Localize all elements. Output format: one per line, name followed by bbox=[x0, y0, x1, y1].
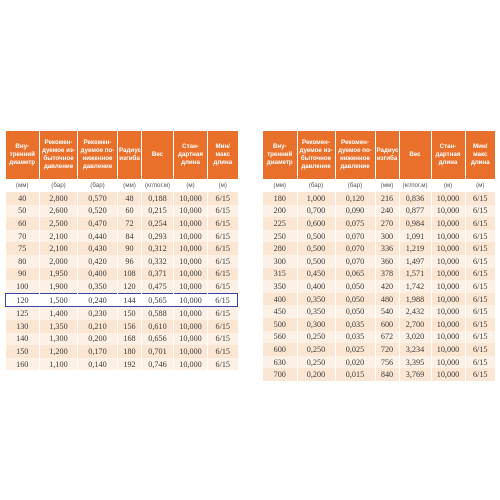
table-row bbox=[263, 305, 495, 318]
cell-min-max-length: 6/15 bbox=[208, 217, 238, 230]
cell-underpressure: 0,440 bbox=[78, 230, 118, 243]
cell-underpressure: 0,090 bbox=[335, 205, 375, 218]
cell-underpressure: 0,240 bbox=[78, 293, 118, 307]
table-row bbox=[263, 356, 495, 369]
table-row bbox=[6, 242, 238, 255]
unit-label: (м) bbox=[465, 179, 495, 192]
column-header-overpressure: Рекомен- дуемое из- быточное давление bbox=[40, 131, 78, 179]
cell-weight: 0,984 bbox=[399, 217, 431, 230]
unit-label: (мм) bbox=[263, 179, 297, 192]
cell-standard-length: 10,000 bbox=[431, 205, 465, 218]
cell-min-max-length: 6/15 bbox=[208, 242, 238, 255]
cell-standard-length: 10,000 bbox=[174, 242, 208, 255]
table-row bbox=[263, 255, 495, 268]
cell-underpressure: 0,015 bbox=[335, 368, 375, 381]
cell-bend-radius: 360 bbox=[375, 255, 399, 268]
cell-overpressure: 0,350 bbox=[297, 305, 335, 318]
cell-weight: 0,293 bbox=[142, 230, 174, 243]
cell-bend-radius: 168 bbox=[118, 333, 142, 346]
cell-min-max-length: 6/15 bbox=[465, 318, 495, 331]
cell-bend-radius: 90 bbox=[118, 242, 142, 255]
cell-bend-radius: 60 bbox=[118, 205, 142, 218]
table-row bbox=[6, 268, 238, 281]
column-header-standard-length: Стан- дартная длина bbox=[174, 131, 208, 179]
cell-standard-length: 10,000 bbox=[174, 268, 208, 281]
cell-inner-diameter: 350 bbox=[263, 280, 297, 293]
cell-inner-diameter: 80 bbox=[6, 255, 40, 268]
cell-min-max-length: 6/15 bbox=[208, 280, 238, 293]
cell-bend-radius: 72 bbox=[118, 217, 142, 230]
table-row bbox=[263, 217, 495, 230]
cell-min-max-length: 6/15 bbox=[465, 230, 495, 243]
cell-bend-radius: 672 bbox=[375, 331, 399, 344]
cell-standard-length: 10,000 bbox=[174, 205, 208, 218]
cell-weight: 1,091 bbox=[399, 230, 431, 243]
cell-overpressure: 0,350 bbox=[297, 293, 335, 306]
cell-standard-length: 10,000 bbox=[174, 345, 208, 358]
cell-min-max-length: 6/15 bbox=[208, 268, 238, 281]
cell-underpressure: 0,120 bbox=[335, 192, 375, 205]
unit-label: (кг/пог.м) bbox=[142, 179, 174, 192]
cell-inner-diameter: 90 bbox=[6, 268, 40, 281]
units-row bbox=[263, 179, 495, 192]
cell-inner-diameter: 300 bbox=[263, 255, 297, 268]
cell-standard-length: 10,000 bbox=[431, 305, 465, 318]
unit-label: (м) bbox=[208, 179, 238, 192]
cell-overpressure: 1,100 bbox=[40, 358, 78, 371]
table-row bbox=[263, 293, 495, 306]
cell-weight: 2,700 bbox=[399, 318, 431, 331]
column-header-overpressure: Рекомен- дуемое из- быточное давление bbox=[297, 131, 335, 179]
cell-inner-diameter: 500 bbox=[263, 318, 297, 331]
cell-underpressure: 0,170 bbox=[78, 345, 118, 358]
cell-standard-length: 10,000 bbox=[431, 280, 465, 293]
table-row bbox=[263, 318, 495, 331]
cell-weight: 0,701 bbox=[142, 345, 174, 358]
units-row bbox=[6, 179, 238, 192]
table-row bbox=[6, 192, 238, 205]
cell-overpressure: 0,500 bbox=[297, 230, 335, 243]
cell-weight: 2,432 bbox=[399, 305, 431, 318]
cell-weight: 0,877 bbox=[399, 205, 431, 218]
cell-bend-radius: 600 bbox=[375, 318, 399, 331]
cell-overpressure: 0,300 bbox=[297, 318, 335, 331]
table-row bbox=[263, 242, 495, 255]
cell-underpressure: 0,520 bbox=[78, 205, 118, 218]
cell-bend-radius: 300 bbox=[375, 230, 399, 243]
cell-overpressure: 1,900 bbox=[40, 280, 78, 293]
cell-bend-radius: 48 bbox=[118, 192, 142, 205]
cell-min-max-length: 6/15 bbox=[465, 356, 495, 369]
cell-overpressure: 0,500 bbox=[297, 242, 335, 255]
cell-underpressure: 0,570 bbox=[78, 192, 118, 205]
cell-inner-diameter: 75 bbox=[6, 242, 40, 255]
cell-inner-diameter: 400 bbox=[263, 293, 297, 306]
cell-underpressure: 0,035 bbox=[335, 318, 375, 331]
cell-inner-diameter: 225 bbox=[263, 217, 297, 230]
column-header-standard-length: Стан- дартная длина bbox=[431, 131, 465, 179]
table-row bbox=[263, 205, 495, 218]
cell-standard-length: 10,000 bbox=[431, 230, 465, 243]
cell-inner-diameter: 630 bbox=[263, 356, 297, 369]
cell-bend-radius: 180 bbox=[118, 345, 142, 358]
cell-overpressure: 0,700 bbox=[297, 205, 335, 218]
cell-min-max-length: 6/15 bbox=[208, 230, 238, 243]
cell-bend-radius: 840 bbox=[375, 368, 399, 381]
cell-min-max-length: 6/15 bbox=[208, 205, 238, 218]
cell-weight: 3,769 bbox=[399, 368, 431, 381]
table-row bbox=[263, 331, 495, 344]
cell-weight: 0,836 bbox=[399, 192, 431, 205]
cell-weight: 0,610 bbox=[142, 320, 174, 333]
cell-underpressure: 0,065 bbox=[335, 268, 375, 281]
cell-overpressure: 0,500 bbox=[297, 255, 335, 268]
cell-min-max-length: 6/15 bbox=[465, 192, 495, 205]
cell-inner-diameter: 70 bbox=[6, 230, 40, 243]
unit-label: (бар) bbox=[40, 179, 78, 192]
cell-overpressure: 1,500 bbox=[40, 293, 78, 307]
column-header-min-max-length: Мин/ макс длина bbox=[208, 131, 238, 179]
cell-min-max-length: 6/15 bbox=[465, 242, 495, 255]
cell-standard-length: 10,000 bbox=[431, 192, 465, 205]
table-row bbox=[6, 230, 238, 243]
cell-underpressure: 0,070 bbox=[335, 255, 375, 268]
cell-overpressure: 2,600 bbox=[40, 205, 78, 218]
column-header-inner-diameter: Вну- тренний диаметр bbox=[263, 131, 297, 179]
cell-min-max-length: 6/15 bbox=[208, 333, 238, 346]
cell-weight: 0,215 bbox=[142, 205, 174, 218]
column-header-inner-diameter: Вну- тренний диаметр bbox=[6, 131, 40, 179]
cell-standard-length: 10,000 bbox=[174, 255, 208, 268]
cell-overpressure: 2,800 bbox=[40, 192, 78, 205]
unit-label: (мм) bbox=[118, 179, 142, 192]
cell-weight: 1,497 bbox=[399, 255, 431, 268]
header-row bbox=[6, 131, 238, 179]
table-row bbox=[263, 192, 495, 205]
cell-inner-diameter: 315 bbox=[263, 268, 297, 281]
cell-bend-radius: 756 bbox=[375, 356, 399, 369]
cell-bend-radius: 270 bbox=[375, 217, 399, 230]
column-header-min-max-length: Мин/ макс длина bbox=[465, 131, 495, 179]
cell-weight: 3,395 bbox=[399, 356, 431, 369]
cell-weight: 1,219 bbox=[399, 242, 431, 255]
cell-bend-radius: 480 bbox=[375, 293, 399, 306]
cell-min-max-length: 6/15 bbox=[465, 368, 495, 381]
cell-bend-radius: 216 bbox=[375, 192, 399, 205]
cell-underpressure: 0,470 bbox=[78, 217, 118, 230]
cell-bend-radius: 150 bbox=[118, 307, 142, 320]
cell-underpressure: 0,035 bbox=[335, 331, 375, 344]
cell-inner-diameter: 120 bbox=[6, 293, 40, 307]
table-row bbox=[6, 307, 238, 320]
cell-overpressure: 0,450 bbox=[297, 268, 335, 281]
hose-spec-table-right bbox=[263, 131, 495, 381]
cell-min-max-length: 6/15 bbox=[465, 268, 495, 281]
cell-overpressure: 1,300 bbox=[40, 333, 78, 346]
cell-standard-length: 10,000 bbox=[174, 217, 208, 230]
table-row bbox=[263, 368, 495, 381]
cell-overpressure: 0,600 bbox=[297, 217, 335, 230]
cell-inner-diameter: 150 bbox=[6, 345, 40, 358]
table-row bbox=[6, 320, 238, 333]
cell-inner-diameter: 600 bbox=[263, 343, 297, 356]
cell-inner-diameter: 250 bbox=[263, 230, 297, 243]
cell-standard-length: 10,000 bbox=[431, 293, 465, 306]
cell-standard-length: 10,000 bbox=[431, 255, 465, 268]
unit-label: (бар) bbox=[335, 179, 375, 192]
column-header-bend-radius: Радиус изгиба bbox=[375, 131, 399, 179]
unit-label: (мм) bbox=[375, 179, 399, 192]
column-header-underpressure: Рекомен- дуемое по- ниженное давление bbox=[78, 131, 118, 179]
cell-bend-radius: 420 bbox=[375, 280, 399, 293]
cell-min-max-length: 6/15 bbox=[208, 255, 238, 268]
cell-weight: 3,234 bbox=[399, 343, 431, 356]
cell-underpressure: 0,025 bbox=[335, 343, 375, 356]
table-row bbox=[263, 230, 495, 243]
cell-underpressure: 0,050 bbox=[335, 293, 375, 306]
cell-overpressure: 0,250 bbox=[297, 331, 335, 344]
cell-min-max-length: 6/15 bbox=[465, 280, 495, 293]
cell-weight: 3,020 bbox=[399, 331, 431, 344]
cell-inner-diameter: 160 bbox=[6, 358, 40, 371]
cell-overpressure: 1,200 bbox=[40, 345, 78, 358]
cell-weight: 1,988 bbox=[399, 293, 431, 306]
cell-inner-diameter: 200 bbox=[263, 205, 297, 218]
cell-standard-length: 10,000 bbox=[174, 192, 208, 205]
cell-overpressure: 0,400 bbox=[297, 280, 335, 293]
cell-overpressure: 2,500 bbox=[40, 217, 78, 230]
table-row bbox=[6, 217, 238, 230]
cell-overpressure: 2,100 bbox=[40, 230, 78, 243]
table-row-highlighted bbox=[6, 293, 238, 307]
cell-overpressure: 2,000 bbox=[40, 255, 78, 268]
cell-overpressure: 0,200 bbox=[297, 368, 335, 381]
table-row bbox=[6, 358, 238, 371]
cell-weight: 0,188 bbox=[142, 192, 174, 205]
cell-standard-length: 10,000 bbox=[431, 318, 465, 331]
cell-weight: 1,742 bbox=[399, 280, 431, 293]
header-row bbox=[263, 131, 495, 179]
cell-standard-length: 10,000 bbox=[431, 343, 465, 356]
table-row bbox=[6, 345, 238, 358]
cell-overpressure: 0,250 bbox=[297, 356, 335, 369]
cell-min-max-length: 6/15 bbox=[465, 293, 495, 306]
cell-weight: 0,312 bbox=[142, 242, 174, 255]
cell-underpressure: 0,070 bbox=[335, 230, 375, 243]
cell-underpressure: 0,230 bbox=[78, 307, 118, 320]
column-header-weight: Вес bbox=[399, 131, 431, 179]
cell-min-max-length: 6/15 bbox=[465, 305, 495, 318]
cell-standard-length: 10,000 bbox=[174, 307, 208, 320]
table-row bbox=[6, 333, 238, 346]
cell-min-max-length: 6/15 bbox=[208, 307, 238, 320]
cell-underpressure: 0,350 bbox=[78, 280, 118, 293]
cell-inner-diameter: 280 bbox=[263, 242, 297, 255]
cell-weight: 0,254 bbox=[142, 217, 174, 230]
hose-spec-table-left bbox=[5, 131, 238, 370]
cell-min-max-length: 6/15 bbox=[465, 343, 495, 356]
cell-standard-length: 10,000 bbox=[431, 217, 465, 230]
cell-standard-length: 10,000 bbox=[174, 320, 208, 333]
cell-underpressure: 0,430 bbox=[78, 242, 118, 255]
column-header-bend-radius: Радиус изгиба bbox=[118, 131, 142, 179]
cell-underpressure: 0,075 bbox=[335, 217, 375, 230]
cell-weight: 0,565 bbox=[142, 293, 174, 307]
cell-underpressure: 0,200 bbox=[78, 333, 118, 346]
cell-bend-radius: 378 bbox=[375, 268, 399, 281]
cell-min-max-length: 6/15 bbox=[208, 293, 238, 307]
cell-standard-length: 10,000 bbox=[174, 293, 208, 307]
table-row bbox=[6, 255, 238, 268]
cell-inner-diameter: 450 bbox=[263, 305, 297, 318]
cell-min-max-length: 6/15 bbox=[465, 205, 495, 218]
cell-inner-diameter: 125 bbox=[6, 307, 40, 320]
table-row bbox=[6, 280, 238, 293]
cell-standard-length: 10,000 bbox=[174, 230, 208, 243]
cell-standard-length: 10,000 bbox=[431, 368, 465, 381]
cell-bend-radius: 108 bbox=[118, 268, 142, 281]
cell-min-max-length: 6/15 bbox=[208, 345, 238, 358]
cell-min-max-length: 6/15 bbox=[465, 255, 495, 268]
cell-overpressure: 1,400 bbox=[40, 307, 78, 320]
cell-bend-radius: 240 bbox=[375, 205, 399, 218]
cell-inner-diameter: 60 bbox=[6, 217, 40, 230]
cell-standard-length: 10,000 bbox=[431, 356, 465, 369]
cell-overpressure: 0,250 bbox=[297, 343, 335, 356]
unit-label: (бар) bbox=[297, 179, 335, 192]
cell-bend-radius: 144 bbox=[118, 293, 142, 307]
cell-bend-radius: 192 bbox=[118, 358, 142, 371]
cell-bend-radius: 96 bbox=[118, 255, 142, 268]
cell-standard-length: 10,000 bbox=[174, 333, 208, 346]
cell-weight: 0,371 bbox=[142, 268, 174, 281]
cell-standard-length: 10,000 bbox=[431, 242, 465, 255]
cell-min-max-length: 6/15 bbox=[465, 217, 495, 230]
cell-inner-diameter: 130 bbox=[6, 320, 40, 333]
unit-label: (м) bbox=[174, 179, 208, 192]
table-row bbox=[263, 280, 495, 293]
cell-weight: 0,475 bbox=[142, 280, 174, 293]
cell-weight: 0,332 bbox=[142, 255, 174, 268]
unit-label: (мм) bbox=[6, 179, 40, 192]
cell-underpressure: 0,050 bbox=[335, 305, 375, 318]
cell-bend-radius: 120 bbox=[118, 280, 142, 293]
cell-underpressure: 0,020 bbox=[335, 356, 375, 369]
cell-underpressure: 0,050 bbox=[335, 280, 375, 293]
cell-bend-radius: 84 bbox=[118, 230, 142, 243]
cell-min-max-length: 6/15 bbox=[465, 331, 495, 344]
cell-overpressure: 2,100 bbox=[40, 242, 78, 255]
cell-inner-diameter: 40 bbox=[6, 192, 40, 205]
cell-min-max-length: 6/15 bbox=[208, 358, 238, 371]
cell-inner-diameter: 140 bbox=[6, 333, 40, 346]
column-header-underpressure: Рекомен- дуемое по- ниженное давление bbox=[335, 131, 375, 179]
cell-overpressure: 1,950 bbox=[40, 268, 78, 281]
cell-underpressure: 0,070 bbox=[335, 242, 375, 255]
cell-min-max-length: 6/15 bbox=[208, 192, 238, 205]
cell-standard-length: 10,000 bbox=[174, 280, 208, 293]
table-row bbox=[263, 268, 495, 281]
unit-label: (м) bbox=[431, 179, 465, 192]
cell-underpressure: 0,400 bbox=[78, 268, 118, 281]
table-row bbox=[6, 205, 238, 218]
cell-inner-diameter: 50 bbox=[6, 205, 40, 218]
cell-standard-length: 10,000 bbox=[431, 331, 465, 344]
unit-label: (кг/пог.м) bbox=[399, 179, 431, 192]
cell-weight: 0,656 bbox=[142, 333, 174, 346]
cell-bend-radius: 540 bbox=[375, 305, 399, 318]
cell-bend-radius: 720 bbox=[375, 343, 399, 356]
cell-underpressure: 0,420 bbox=[78, 255, 118, 268]
cell-inner-diameter: 180 bbox=[263, 192, 297, 205]
cell-underpressure: 0,140 bbox=[78, 358, 118, 371]
cell-inner-diameter: 100 bbox=[6, 280, 40, 293]
cell-weight: 0,588 bbox=[142, 307, 174, 320]
cell-underpressure: 0,210 bbox=[78, 320, 118, 333]
cell-overpressure: 1,350 bbox=[40, 320, 78, 333]
cell-min-max-length: 6/15 bbox=[208, 320, 238, 333]
cell-bend-radius: 156 bbox=[118, 320, 142, 333]
cell-weight: 1,571 bbox=[399, 268, 431, 281]
cell-weight: 0,746 bbox=[142, 358, 174, 371]
cell-standard-length: 10,000 bbox=[431, 268, 465, 281]
table-row bbox=[263, 343, 495, 356]
cell-standard-length: 10,000 bbox=[174, 358, 208, 371]
unit-label: (бар) bbox=[78, 179, 118, 192]
cell-inner-diameter: 700 bbox=[263, 368, 297, 381]
cell-overpressure: 1,000 bbox=[297, 192, 335, 205]
cell-inner-diameter: 560 bbox=[263, 331, 297, 344]
cell-bend-radius: 336 bbox=[375, 242, 399, 255]
column-header-weight: Вес bbox=[142, 131, 174, 179]
